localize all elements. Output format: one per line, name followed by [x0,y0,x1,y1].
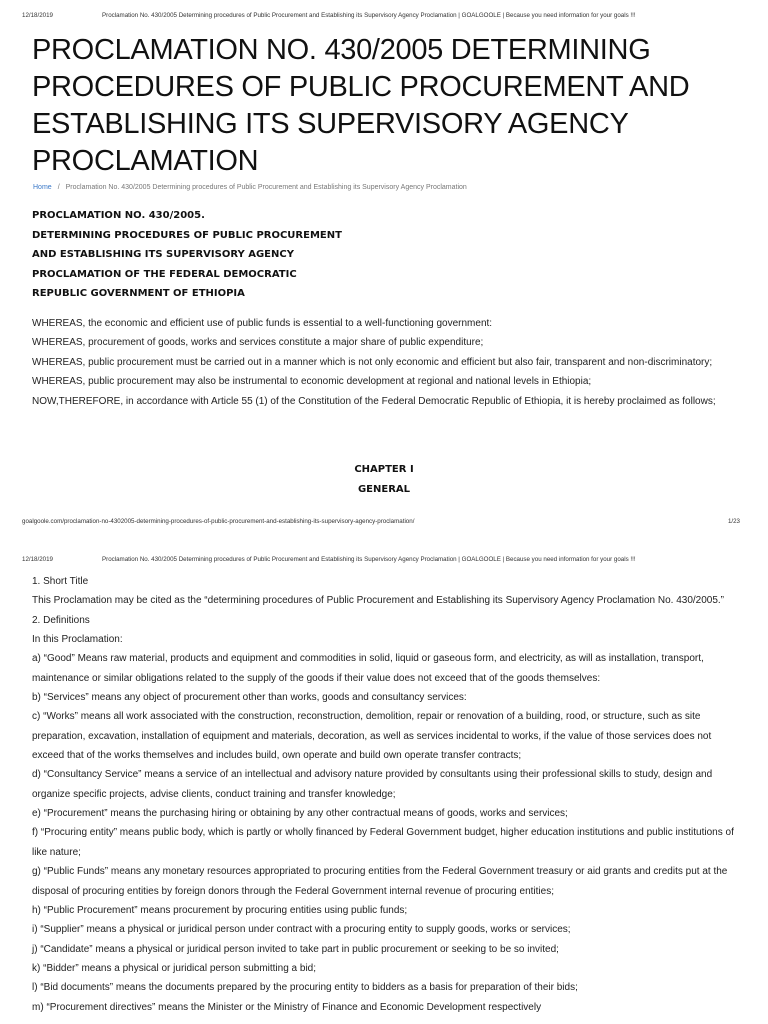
chapter-name: GENERAL [357,484,411,495]
proclamation-line: AND ESTABLISHING ITS SUPERVISORY AGENCY [32,249,294,260]
preamble [32,314,740,411]
print-header [22,12,764,24]
print-date: 12/18/2019 [22,556,53,563]
definition-item: l) “Bid documents” means the documents prepared by the procuring entity to bidders as a basis for preparation of their bids; [32,982,578,994]
section-heading: 2. Definitions [32,614,90,626]
document-page-2 [0,540,768,1024]
chapter-number: CHAPTER I [354,464,414,475]
proclamation-line: PROCLAMATION OF THE FEDERAL DEMOCRATIC [32,268,297,280]
proclamation-line: PROCLAMATION NO. 430/2005. [32,210,205,221]
definition-item: a) “Good” Means raw material, products and equipment and commodities in solid, liquid or gaseous form, and electricity, as will as installation, transport, maintenance or similar obligations related to the supply of the goods if their value does not exceed that of the goods themselves: [32,653,704,684]
definitions-section [32,572,736,1017]
page-url: goalgoole.com/proclamation-no-4302005-determining-procedures-of-public-procurement-and-establishing-its-supervisory-agency-proclamation/ [22,518,415,525]
page-number: 1/23 [727,518,740,525]
definition-item: g) “Public Funds” means any monetary resources appropriated to procuring entities from the Federal Government treasury or aid grants and credits put at the disposal of procuring entities by foreign donors through the Federal Government internal revenue of procuring entities; [32,866,728,897]
whereas-clause: WHEREAS, public procurement may also be instrumental to economic development at regional and national levels in Ethiopia; [32,376,592,388]
definition-item: e) “Procurement” means the purchasing hiring or obtaining by any other contractual means of goods, works and services; [32,808,568,820]
definition-item: j) “Candidate” means a physical or juridical person invited to take part in public procurement or seeking to be so invited; [32,943,559,955]
enacting-clause: NOW,THEREFORE, in accordance with Article 55 (1) of the Constitution of the Federal Democratic Republic of Ethiopia, it is hereby proclaimed as follows; [32,395,716,407]
breadcrumb-home-link[interactable]: Home [33,184,52,191]
definition-item: d) “Consultancy Service” means a service of an intellectual and advisory nature provided by consultants using their professional skills to study, design and organize specific projects, advise clients, conduct training and transfer knowledge; [32,769,713,800]
print-header [22,556,764,568]
definition-item: f) “Procuring entity” means public body, which is partly or wholly financed by Federal Government budget, higher education institutions and public institutions of like nature; [32,827,734,858]
whereas-clause: WHEREAS, the economic and efficient use of public funds is essential to a well-functioning government: [32,318,493,329]
definition-item: k) “Bidder” means a physical or juridical person submitting a bid; [32,962,317,974]
proclamation-line: REPUBLIC GOVERNMENT OF ETHIOPIA [32,288,245,299]
paragraph: In this Proclamation: [32,634,123,646]
print-date: 12/18/2019 [22,12,53,19]
whereas-clause: WHEREAS, procurement of goods, works and services constitute a major share of public expenditure; [32,337,484,349]
page-title: PROCLAMATION NO. 430/2005 DETERMINING PROCEDURES OF PUBLIC PROCUREMENT AND ESTABLISHING ITS SUPERVISORY AGENCY PROCLAMATION [32,34,690,177]
definition-item: b) “Services” means any object of procurement other than works, goods and consultancy services: [32,692,467,704]
breadcrumb [33,184,467,191]
proclamation-line: DETERMINING PROCEDURES OF PUBLIC PROCUREMENT [32,229,342,241]
paragraph: This Proclamation may be cited as the “determining procedures of Public Procurement and Establishing its Supervisory Agency Proclamation No. 430/2005.” [32,595,725,607]
definition-item: h) “Public Procurement” means procurement by procuring entities using public funds; [32,904,408,916]
definition-item: m) “Procurement directives” means the Minister or the Ministry of Finance and Economic Development respectively [32,1001,542,1013]
chapter-heading [0,460,768,500]
proclamation-heading [32,206,342,304]
section-heading: 1. Short Title [32,576,89,587]
print-footer [22,518,740,528]
whereas-clause: WHEREAS, public procurement must be carried out in a manner which is not only economic and efficient but also fair, transparent and non-discriminatory; [32,356,713,368]
breadcrumb-separator: / [57,184,60,191]
definition-item: c) “Works” means all work associated with the construction, reconstruction, demolition, repair or renovation of a building, rood, or structure, such as site preparation, excavation, installation of equipment and materials, decoration, as well as services incidental to works, if the value of those services does not exceed that of the works themselves and includes build, own operate and build own operate transfer contracts; [32,711,712,762]
print-title: Proclamation No. 430/2005 Determining procedures of Public Procurement and Establishing its Supervisory Agency Proclamation | GOALGOOLE | Because you need information for your goals !!! [102,556,636,563]
definition-item: i) “Supplier” means a physical or juridical person under contract with a procuring entity to supply goods, works or services; [32,924,571,936]
print-title: Proclamation No. 430/2005 Determining procedures of Public Procurement and Establishing its Supervisory Agency Proclamation | GOALGOOLE | Because you need information for your goals !!! [102,12,636,19]
breadcrumb-current: Proclamation No. 430/2005 Determining procedures of Public Procurement and Establishing its Supervisory Agency Proclamation [65,184,467,191]
